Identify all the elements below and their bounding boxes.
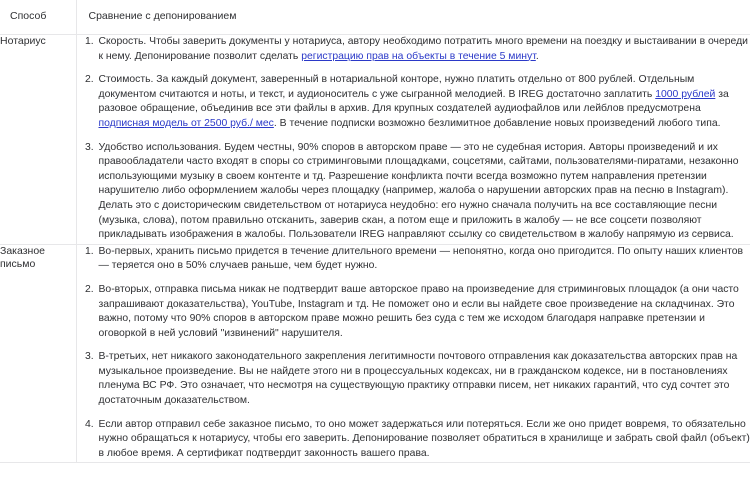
inline-link[interactable]: 1000 рублей <box>655 88 716 100</box>
text-segment: за разовое обращение, объединив все эти файлы в архив. Для крупных создателей аудиофайлов или лейблов предусмотрена <box>98 88 729 115</box>
comparison-cell <box>76 35 750 245</box>
table-row <box>0 244 750 463</box>
text-segment: Удобство использования. Будем честны, 90% споров в авторском праве — это не судебная история. Авторы произведений и их правообладатели часто входят в споры со стриминговыми площадками, соцсетями, сайтами, пользователями-пиратами, незаконно использующими музыку в своем контенте и тд. Разрешение конфликта почти всегда возможно путем направления претензии нарушителю либо оформлением жалобы через площадку (например, жалоба о нарушении авторских прав на песню в Instagram). Делать это с доисторическим свидетельством от нотариуса неудобно: его нужно сначала получить на все составляющие песни (музыка, слова), потом правильно отсканить, заверив скан, а потом еще и приложить в жалобу — не все соцсети позволяют прикладывать изображения в жалобы. Пользователи IREG направляют ссылку со свидетельством в жалобу напрямую из сервиса. <box>98 141 739 241</box>
text-segment: Во-вторых, отправка письма никак не подтвердит ваше авторское право на произведение для стриминговых площадок (а они часто запрашивают доказательства), YouTube, Instagram и тд. Не поможет оно и если вы найдете свое произведение на складчинах. Это важно, потому что 90% споров в авторском праве можно решить без суда с тем же исходом благодаря направке претензии и оговоркой в ней условий "извинений" нарушителя. <box>98 283 739 339</box>
table-header-row <box>0 0 750 35</box>
list-item <box>97 35 750 64</box>
method-cell: Заказное письмо <box>0 244 76 463</box>
text-segment: Скорость. Чтобы заверить документы у нотариуса, автору необходимо потратить много времени на поездку и выстаивании в очереди к нему. Депонирование позволит сделать <box>98 36 748 62</box>
list-item <box>97 418 750 462</box>
text-segment: . В течение подписки возможно безлимитное добавление новых произведений любого типа. <box>273 117 721 129</box>
column-header-comparison: Сравнение с депонированием <box>76 0 750 35</box>
inline-link[interactable]: регистрацию прав на объекты в течение 5 минут <box>301 50 536 62</box>
column-header-method: Способ <box>0 0 76 35</box>
points-list <box>77 245 750 462</box>
list-item <box>97 245 750 274</box>
table-header <box>0 0 750 35</box>
list-item <box>97 350 750 408</box>
text-segment: Во-первых, хранить письмо придется в течение длительного времени — непонятно, когда оно пригодится. По опыту наших клиентов — теряется оно в 50% случаев раньше, чем будет нужно. <box>98 245 744 272</box>
text-segment: Стоимость. За каждый документ, заверенный в нотариальной конторе, нужно платить отдельно от 800 рублей. Отдельным документом считаются и ноты, и текст, и аудионоситель с уже сыгранной мелодией. В IREG достаточно заплатить <box>98 74 695 100</box>
comparison-cell <box>76 244 750 463</box>
list-item <box>97 141 750 243</box>
text-segment: Если автор отправил себе заказное письмо, то оно может задержаться или потеряться. Если же оно придет вовремя, то обязательно нужно обращаться к нотариусу, чтобы его заверить. Депонирование позволяет обратиться в хранилище и забрать свой файл (объект) в любое время. А сертификат подтвердит законность вашего права. <box>98 418 750 459</box>
table-row <box>0 35 750 245</box>
points-list <box>77 35 750 243</box>
text-segment: . <box>535 50 539 62</box>
method-cell: Нотариус <box>0 35 76 245</box>
table-body <box>0 35 750 463</box>
list-item <box>97 73 750 131</box>
list-item <box>97 283 750 341</box>
inline-link[interactable]: подписная модель от 2500 руб./ мес <box>98 117 274 129</box>
text-segment: В-третьих, нет никакого законодательного закрепления легитимности почтового отправления как доказательства авторских прав на музыкальное произведение. Вы не найдете этого ни в процессуальных кодексах, ни в гражданском кодексе, ни в постановлениях пленума ВС РФ. Это означает, что несмотря на существующую практику отправки писем, нет никаких гарантий, что суд сочтет это достаточным доказательством. <box>98 351 738 407</box>
